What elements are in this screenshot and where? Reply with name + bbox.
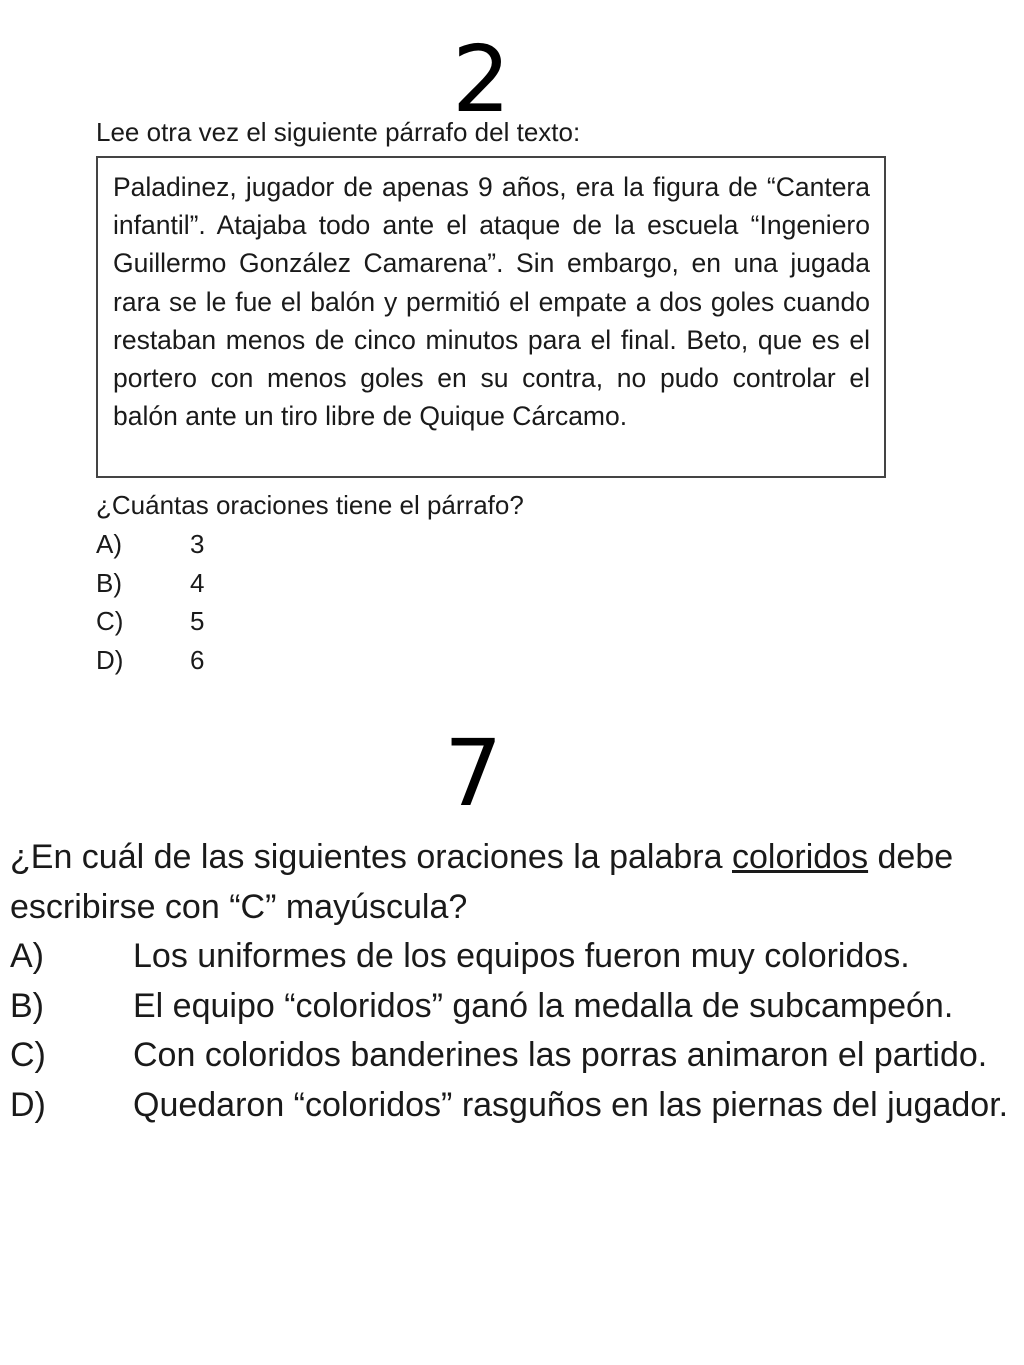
option-text: 5 — [190, 606, 205, 636]
option-text: Los uniformes de los equipos fueron muy coloridos. — [133, 937, 910, 975]
passage-text: Paladinez, jugador de apenas 9 años, era la figura de “Cantera infantil”. Atajaba todo ante el ataque de la escuela “Ingeniero Guillermo González Camarena”. Sin embargo, en una jugada rara se le fue el balón y permitió el empate a dos goles cuando restaban menos de cinco minutos para el final. Beto, que es el portero con menos goles en su contra, no pudo controlar el balón ante un tiro libre de Quique Cárcamo. — [113, 172, 870, 432]
option-text: 6 — [190, 644, 205, 675]
option-letter: D) — [10, 1085, 46, 1124]
question-7-prompt-start: ¿En cuál de las siguientes oraciones la palabra — [10, 838, 732, 876]
option-text: Quedaron “coloridos” rasguños en las piernas del jugador. — [133, 1085, 1009, 1124]
question-7-option-b[interactable] — [10, 982, 1020, 1032]
option-letter: B) — [10, 986, 44, 1025]
underlined-word: coloridos — [732, 838, 869, 876]
question-7-options — [10, 932, 1020, 1130]
passage-box — [96, 156, 886, 478]
question-7-option-a[interactable] — [10, 932, 1020, 982]
option-letter: A) — [96, 529, 122, 559]
option-letter: A) — [10, 937, 44, 975]
question-2-option-c[interactable] — [96, 602, 396, 641]
option-letter: D) — [96, 644, 124, 675]
question-7-option-d[interactable] — [10, 1081, 1020, 1131]
question-2-intro: Lee otra vez el siguiente párrafo del texto: — [96, 117, 581, 147]
question-2-option-d[interactable] — [96, 641, 396, 680]
option-text: 4 — [190, 567, 205, 598]
option-text: 3 — [190, 529, 205, 559]
option-letter: C) — [10, 1036, 46, 1074]
option-letter: B) — [96, 567, 122, 598]
question-7-option-c[interactable] — [10, 1031, 1020, 1081]
question-2-options — [96, 525, 396, 679]
option-letter: C) — [96, 606, 124, 636]
question-7-prompt-end: debe escribirse con “C” mayúscula? — [10, 838, 954, 926]
option-text: El equipo “coloridos” ganó la medalla de subcampeón. — [133, 986, 954, 1025]
question-2-option-a[interactable] — [96, 525, 396, 564]
question-number-2: 2 — [452, 26, 511, 133]
option-text: Con coloridos banderines las porras animaron el partido. — [133, 1036, 988, 1074]
question-number-7: 7 — [444, 720, 503, 827]
question-2-option-b[interactable] — [96, 564, 396, 603]
question-7-prompt — [10, 832, 1010, 932]
question-2-prompt: ¿Cuántas oraciones tiene el párrafo? — [96, 490, 524, 520]
